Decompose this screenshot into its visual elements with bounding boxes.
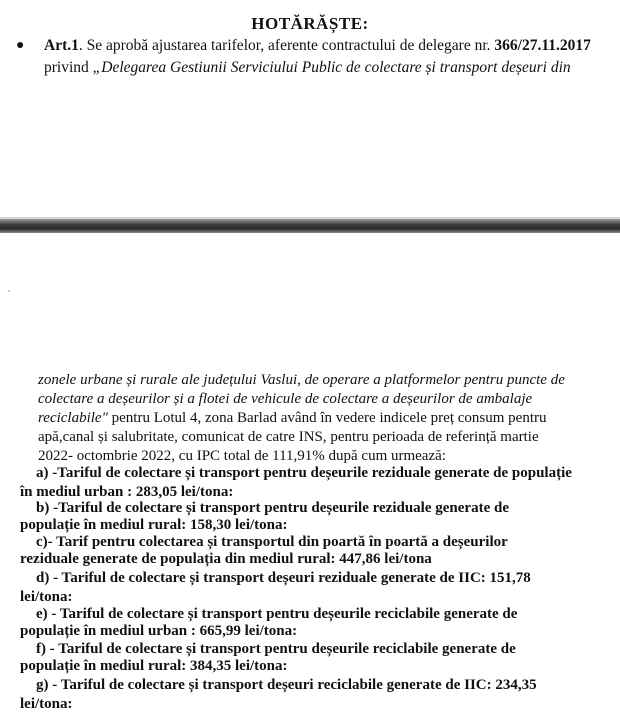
scan-speck <box>8 290 10 292</box>
page-separator <box>0 219 620 233</box>
contract-title: „Delegarea Gestiunii Serviciului Public de colectare și transport deșeuri din <box>92 59 571 76</box>
tariff-f-line-2: populație în mediul rural: 384,35 lei/tona: <box>20 658 288 674</box>
tariff-g-line-1: g) - Tariful de colectare și transport deșeuri reciclabile generate de IIC: 234,35 <box>36 677 537 693</box>
document-heading: HOTĂRĂȘTE: <box>251 14 369 33</box>
continuation-line-3-italic: reciclabile" <box>38 410 108 426</box>
article-label: Art.1 <box>44 37 79 54</box>
tariff-g-line-2: lei/tona: <box>20 696 73 712</box>
tariff-a-line-1: a) -Tariful de colectare și transport pentru deșeurile reziduale generate de populație <box>36 465 572 481</box>
tariff-c-line-1: c)- Tarif pentru colectarea și transportul din poartă în poartă a deșeurilor <box>36 534 508 550</box>
tariff-c-line-2: reziduale generate de populația din mediul rural: 447,86 lei/tona <box>20 551 432 567</box>
tariff-d-line-2: lei/tona: <box>20 589 73 605</box>
tariff-f-line-1: f) - Tariful de colectare și transport pentru deșeurile reciclabile generate de <box>36 641 516 657</box>
article-text-privind: privind <box>44 59 93 76</box>
continuation-line-2: colectare a deșeurilor și a flotei de vehicule de colectare a deșeurilor de ambalaje <box>38 391 533 407</box>
article-1-line-2 <box>44 59 571 77</box>
tariff-d-line-1: d) - Tariful de colectare și transport deșeuri reziduale generate de IIC: 151,78 <box>36 570 531 586</box>
article-1-line-1 <box>44 37 591 55</box>
continuation-line-1: zonele urbane și rurale ale județului Vaslui, de operare a platformelor pentru puncte de <box>38 372 565 388</box>
continuation-line-3-rest: pentru Lotul 4, zona Barlad având în vedere indicele preț consum pentru <box>107 410 547 426</box>
tariff-b-line-1: b) -Tariful de colectare și transport pentru deșeurile reziduale generate de <box>36 500 509 516</box>
bullet-icon: ● <box>16 38 25 53</box>
continuation-line-5: 2022- octombrie 2022, cu IPC total de 111,91% după cum urmează: <box>38 448 446 464</box>
tariff-e-line-1: e) - Tariful de colectare și transport pentru deșeurile reciclabile generate de <box>36 606 518 622</box>
continuation-line-4: apă,canal și salubritate, comunicat de catre INS, pentru perioada de referință martie <box>38 429 539 445</box>
tariff-a-line-2: în mediul urban : 283,05 lei/tona: <box>20 484 234 500</box>
tariff-e-line-2: populație în mediul urban : 665,99 lei/tona: <box>20 623 298 639</box>
article-text: . Se aprobă ajustarea tarifelor, aferente contractului de delegare nr. <box>78 37 495 54</box>
contract-number: 366/27.11.2017 <box>494 37 591 54</box>
tariff-b-line-2: populație în mediul rural: 158,30 lei/tona: <box>20 517 288 533</box>
